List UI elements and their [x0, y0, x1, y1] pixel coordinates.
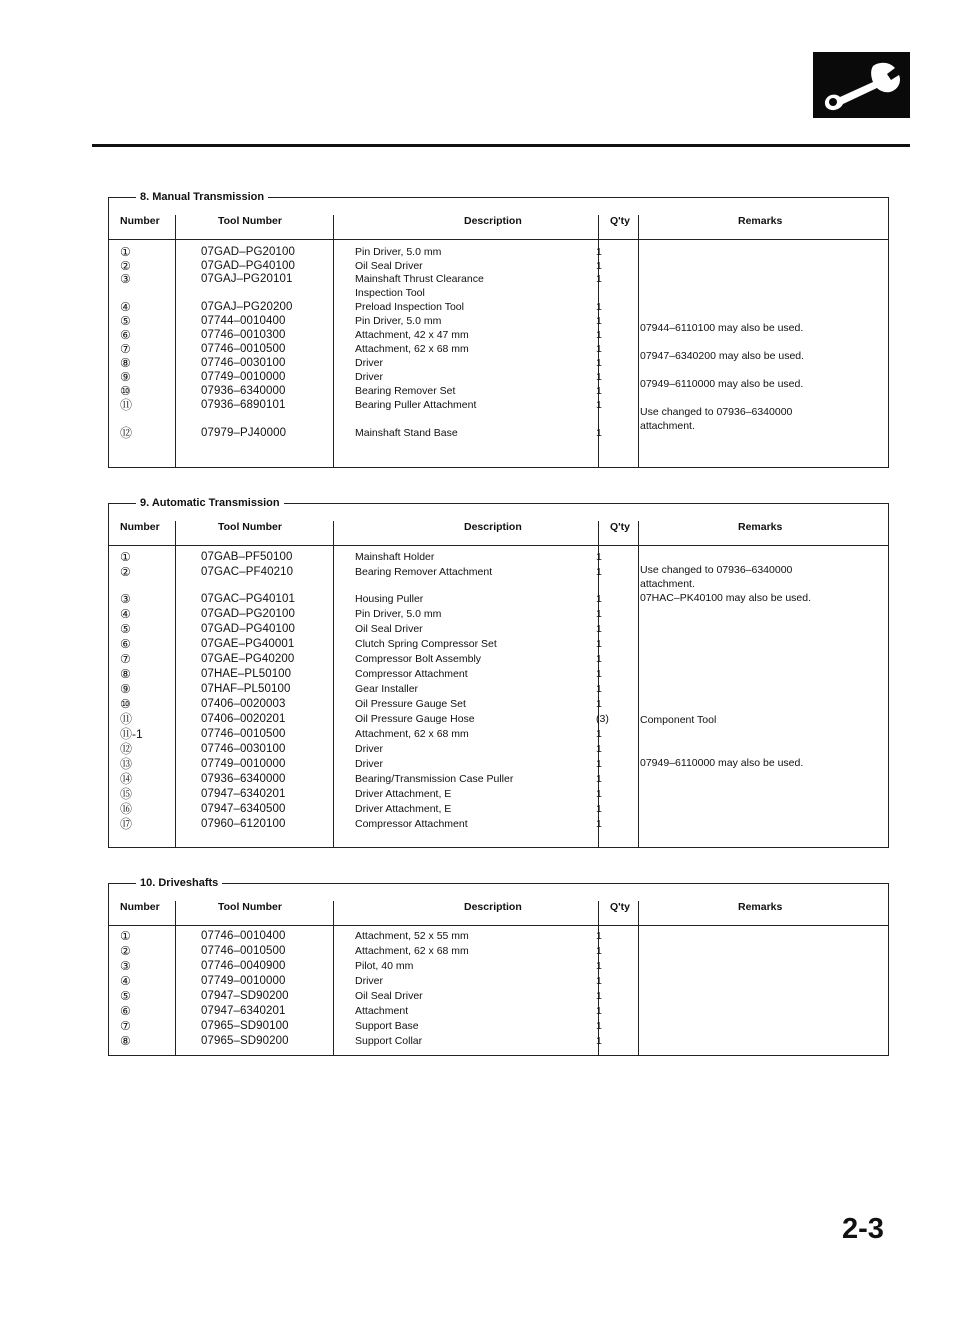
- tool-description: Attachment, 42 x 47 mm: [355, 329, 469, 341]
- tool-number: 07406–0020003: [201, 698, 286, 710]
- remark-text: Use changed to 07936–6340000 attachment.: [640, 406, 793, 432]
- table-row: [108, 742, 889, 756]
- tool-quantity: 1: [596, 315, 602, 327]
- table-row: [108, 959, 889, 973]
- tool-description: Compressor Bolt Assembly: [355, 653, 482, 665]
- col-header-remarks: Remarks: [738, 215, 783, 227]
- tool-number: 07936–6340000: [201, 773, 286, 785]
- tool-quantity: 1: [596, 728, 602, 740]
- tool-description: Oil Seal Driver: [355, 623, 423, 635]
- table-row: [108, 667, 889, 681]
- item-number: ⑰: [120, 817, 133, 831]
- tool-description: Clutch Spring Compressor Set: [355, 638, 497, 650]
- tool-quantity: 1: [596, 371, 602, 383]
- tool-number: 07746–0010500: [201, 728, 286, 740]
- tool-number: 07947–6340201: [201, 788, 286, 800]
- item-number: ③: [120, 592, 131, 606]
- col-header-tool-number: Tool Number: [218, 521, 282, 533]
- tool-number: 07746–0010300: [201, 329, 286, 341]
- tool-number: 07947–6340500: [201, 803, 286, 815]
- item-number: ①: [120, 550, 131, 564]
- item-number: ⑨: [120, 370, 131, 384]
- col-header-description: Description: [464, 521, 522, 533]
- col-header-description: Description: [464, 215, 522, 227]
- item-number: ④: [120, 974, 131, 988]
- tool-description-continued: Inspection Tool: [355, 287, 425, 299]
- tool-number: 07749–0010000: [201, 371, 286, 383]
- table-row: [108, 802, 889, 816]
- wrench-icon: [813, 52, 910, 118]
- tool-description: Gear Installer: [355, 683, 419, 695]
- table-row: [108, 727, 889, 741]
- item-number: ⑨: [120, 682, 131, 696]
- tool-quantity: 1: [596, 329, 602, 341]
- item-number: ⑫: [120, 742, 133, 756]
- item-number: ⑦: [120, 1019, 131, 1033]
- tool-description: Pin Driver, 5.0 mm: [355, 608, 442, 620]
- tool-description: Attachment, 62 x 68 mm: [355, 343, 469, 355]
- tool-quantity: 1: [596, 743, 602, 755]
- tool-number: 07GAJ–PG20101: [201, 273, 293, 285]
- tool-number: 07GAD–PG20100: [201, 608, 296, 620]
- item-number: ⑤: [120, 314, 131, 328]
- tool-quantity: 1: [596, 758, 602, 770]
- tool-quantity: 1: [596, 1035, 602, 1047]
- tool-quantity: 1: [596, 357, 602, 369]
- tool-description: Pilot, 40 mm: [355, 960, 414, 972]
- tool-quantity: 1: [596, 1005, 602, 1017]
- tool-description: Driver: [355, 758, 383, 770]
- tool-quantity: 1: [596, 343, 602, 355]
- item-number: ④: [120, 300, 131, 314]
- tool-description: Bearing Remover Attachment: [355, 566, 493, 578]
- item-number: ⑭: [120, 772, 133, 786]
- tool-number: 07746–0010500: [201, 343, 286, 355]
- tool-description: Attachment: [355, 1005, 409, 1017]
- tool-description: Driver: [355, 371, 383, 383]
- item-number: ⑤: [120, 989, 131, 1003]
- item-number: ②: [120, 565, 131, 579]
- tool-quantity: 1: [596, 273, 602, 285]
- tool-quantity: 1: [596, 551, 602, 563]
- table-row: [108, 259, 889, 273]
- tool-number: 07947–SD90200: [201, 990, 289, 1002]
- tool-description: Oil Seal Driver: [355, 259, 423, 272]
- tool-number: 07GAJ–PG20200: [201, 301, 293, 313]
- table-row: [108, 787, 889, 801]
- tool-quantity: 1: [596, 990, 602, 1002]
- table-row: [108, 944, 889, 958]
- table-row: [108, 712, 889, 726]
- item-number: ⑩: [120, 697, 131, 711]
- tool-description: Compressor Attachment: [355, 668, 468, 680]
- tool-quantity: 1: [596, 301, 602, 313]
- item-number: ⑩: [120, 384, 131, 398]
- tool-number: 07749–0010000: [201, 758, 286, 770]
- tool-number: 07936–6890101: [201, 399, 286, 411]
- item-number: ③: [120, 959, 131, 973]
- tool-description: Oil Seal Driver: [355, 990, 423, 1002]
- tool-description: Attachment, 52 x 55 mm: [355, 930, 469, 942]
- item-number: ②: [120, 944, 131, 958]
- tool-number: 07GAD–PG40100: [201, 259, 296, 272]
- tool-number: 07GAD–PG40100: [201, 623, 296, 635]
- col-header-tool-number: Tool Number: [218, 215, 282, 227]
- tool-number: 07GAB–PF50100: [201, 551, 293, 563]
- tool-description: Oil Pressure Gauge Set: [355, 698, 466, 710]
- tool-description: Mainshaft Holder: [355, 551, 435, 563]
- table-row: [108, 989, 889, 1003]
- remark-text: 07944–6110100 may also be used.: [640, 322, 804, 334]
- item-number: ⑮: [120, 787, 133, 801]
- tool-description: Pin Driver, 5.0 mm: [355, 315, 442, 327]
- tool-description: Support Base: [355, 1020, 419, 1032]
- item-number: ⑧: [120, 356, 131, 370]
- remark-text: 07949–6110000 may also be used.: [640, 378, 804, 390]
- table-row: [108, 974, 889, 988]
- tool-quantity: 1: [596, 698, 602, 710]
- remark-text: 07949–6110000 may also be used.: [640, 757, 804, 769]
- section-driveshafts: [108, 873, 889, 1056]
- page-number: 2-3: [842, 1213, 884, 1245]
- item-number: ④: [120, 607, 131, 621]
- tool-description: Housing Puller: [355, 593, 424, 605]
- item-number: ①: [120, 245, 131, 259]
- tool-number: 07HAE–PL50100: [201, 668, 292, 680]
- item-number: ⑦: [120, 342, 131, 356]
- tool-description: Preload Inspection Tool: [355, 301, 464, 313]
- tool-quantity: 1: [596, 945, 602, 957]
- tool-description: Bearing/Transmission Case Puller: [355, 773, 514, 785]
- table-row: [108, 1034, 889, 1048]
- tool-quantity: 1: [596, 399, 602, 411]
- col-header-qty: Q'ty: [610, 901, 631, 913]
- tool-number: 07936–6340000: [201, 385, 286, 397]
- tool-quantity: 1: [596, 653, 602, 665]
- table-row: [108, 1004, 889, 1018]
- tool-description: Driver: [355, 357, 383, 369]
- tool-quantity: 1: [596, 623, 602, 635]
- tool-number: 07GAE–PG40001: [201, 638, 295, 650]
- table-row: [108, 682, 889, 696]
- item-number: ⑫: [120, 426, 133, 440]
- tool-number: 07746–0010500: [201, 945, 286, 957]
- tool-description: Mainshaft Stand Base: [355, 427, 458, 439]
- tool-quantity: 1: [596, 385, 602, 397]
- tool-description: Bearing Puller Attachment: [355, 399, 477, 411]
- tool-quantity: 1: [596, 259, 602, 272]
- col-header-remarks: Remarks: [738, 521, 783, 533]
- col-header-qty: Q'ty: [610, 521, 631, 533]
- tool-number: 07965–SD90200: [201, 1035, 289, 1047]
- section-title: 8. Manual Transmission: [136, 187, 268, 207]
- tool-number: 07744–0010400: [201, 315, 286, 327]
- tool-quantity: 1: [596, 788, 602, 800]
- tool-quantity: 1: [596, 566, 602, 578]
- tool-quantity: 1: [596, 593, 602, 605]
- item-number: ⑬: [120, 757, 133, 771]
- col-header-description: Description: [464, 901, 522, 913]
- tool-number: 07947–6340201: [201, 1005, 286, 1017]
- tool-number: 07746–0040900: [201, 960, 286, 972]
- section-title: 10. Driveshafts: [136, 873, 222, 893]
- tool-number: 07GAD–PG20100: [201, 246, 296, 258]
- item-number: ③: [120, 272, 131, 286]
- table-row: [108, 550, 889, 564]
- item-number: ⑥: [120, 637, 131, 651]
- table-row: [108, 929, 889, 943]
- header-rule: [92, 144, 910, 147]
- tool-number: 07749–0010000: [201, 975, 286, 987]
- col-header-number: Number: [120, 215, 160, 227]
- tool-quantity: 1: [596, 668, 602, 680]
- tool-number: 07406–0020201: [201, 713, 286, 725]
- tool-number: 07GAC–PG40101: [201, 593, 296, 605]
- col-header-tool-number: Tool Number: [218, 901, 282, 913]
- tool-description: Mainshaft Thrust Clearance: [355, 273, 484, 285]
- table-row: [108, 817, 889, 831]
- tool-quantity: 1: [596, 638, 602, 650]
- tool-description: Attachment, 62 x 68 mm: [355, 728, 469, 740]
- tool-quantity: 1: [596, 246, 602, 258]
- table-row: [108, 697, 889, 711]
- table-row: [108, 1019, 889, 1033]
- item-number: ⑪-1: [120, 727, 143, 741]
- tool-number: 07965–SD90100: [201, 1020, 289, 1032]
- tool-description: Driver: [355, 975, 383, 987]
- tool-number: 07GAE–PG40200: [201, 653, 295, 665]
- item-number: ⑧: [120, 667, 131, 681]
- tool-description: Attachment, 62 x 68 mm: [355, 945, 469, 957]
- table-row: [108, 300, 889, 314]
- item-number: ⑥: [120, 1004, 131, 1018]
- tool-description: Compressor Attachment: [355, 818, 468, 830]
- remark-text: Use changed to 07936–6340000 attachment. 07HAC–PK40100 may also be used.: [640, 564, 812, 604]
- tool-quantity: 1: [596, 773, 602, 785]
- tool-description: Bearing Remover Set: [355, 385, 456, 397]
- tool-quantity: 1: [596, 427, 602, 439]
- col-header-number: Number: [120, 521, 160, 533]
- tool-description: Support Collar: [355, 1035, 423, 1047]
- tool-number: 07746–0030100: [201, 743, 286, 755]
- tool-number: 07746–0030100: [201, 357, 286, 369]
- tool-quantity: 1: [596, 608, 602, 620]
- col-header-number: Number: [120, 901, 160, 913]
- col-header-remarks: Remarks: [738, 901, 783, 913]
- item-number: ①: [120, 929, 131, 943]
- table-row: [108, 772, 889, 786]
- item-number: ⑥: [120, 328, 131, 342]
- section-title: 9. Automatic Transmission: [136, 493, 284, 513]
- tool-description: Driver Attachment, E: [355, 803, 452, 815]
- table-row: [108, 245, 889, 259]
- tool-number: 07HAF–PL50100: [201, 683, 291, 695]
- section-automatic-transmission: [108, 493, 889, 848]
- table-row: [108, 622, 889, 636]
- tool-quantity: 1: [596, 975, 602, 987]
- item-number: ⑤: [120, 622, 131, 636]
- item-number: ⑧: [120, 1034, 131, 1048]
- table-row: [108, 637, 889, 651]
- tool-quantity: 1: [596, 930, 602, 942]
- tool-number: 07GAC–PF40210: [201, 566, 294, 578]
- tool-number: 07746–0010400: [201, 930, 286, 942]
- item-number: ⑯: [120, 802, 133, 816]
- col-header-qty: Q'ty: [610, 215, 631, 227]
- tool-quantity: 1: [596, 818, 602, 830]
- tool-description: Driver: [355, 743, 383, 755]
- tool-description: Pin Driver, 5.0 mm: [355, 246, 442, 258]
- table-row: [108, 607, 889, 621]
- item-number: ⑦: [120, 652, 131, 666]
- item-number: ②: [120, 258, 131, 273]
- tool-quantity: 1: [596, 803, 602, 815]
- item-number: ⑪: [120, 712, 133, 726]
- remark-text: 07947–6340200 may also be used.: [640, 350, 805, 362]
- table-row: [108, 652, 889, 666]
- table-row: [108, 272, 889, 286]
- tool-quantity: 1: [596, 1020, 602, 1032]
- remark-text: Component Tool: [640, 714, 717, 726]
- item-number: ⑪: [120, 398, 133, 412]
- section-manual-transmission: [108, 187, 889, 468]
- tool-quantity: (3): [596, 713, 609, 725]
- tool-quantity: 1: [596, 683, 602, 695]
- tool-description: Oil Pressure Gauge Hose: [355, 713, 475, 725]
- tool-description: Driver Attachment, E: [355, 788, 452, 800]
- tool-number: 07960–6120100: [201, 818, 286, 830]
- tool-number: 07979–PJ40000: [201, 427, 287, 439]
- tool-quantity: 1: [596, 960, 602, 972]
